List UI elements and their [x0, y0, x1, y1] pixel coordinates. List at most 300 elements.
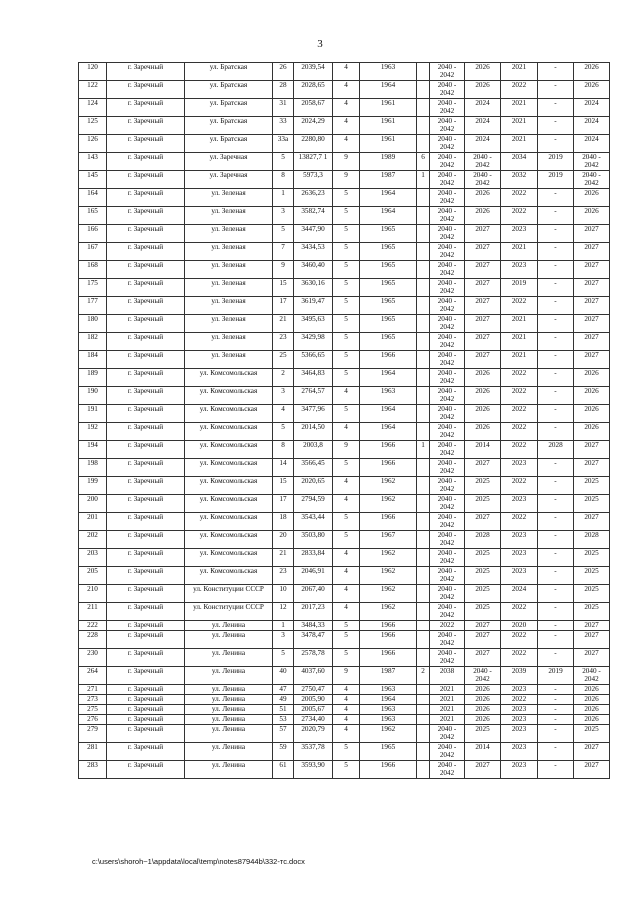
table-cell: 1962	[360, 725, 417, 743]
table-cell: 2026	[574, 189, 610, 207]
table-cell	[417, 387, 430, 405]
table-cell	[417, 567, 430, 585]
table-cell: 2040 - 2042	[574, 171, 610, 189]
table-cell: 175	[79, 279, 107, 297]
table-cell: г. Заречный	[107, 189, 185, 207]
table-cell: -	[538, 81, 574, 99]
table-cell: 1962	[360, 567, 417, 585]
table-cell: 2025	[465, 567, 501, 585]
table-cell: 2028,65	[294, 81, 333, 99]
table-cell: -	[538, 99, 574, 117]
table-cell: 10	[273, 585, 294, 603]
table-cell: 1964	[360, 369, 417, 387]
table-cell	[417, 225, 430, 243]
table-cell	[417, 369, 430, 387]
table-cell: 2026	[574, 387, 610, 405]
table-cell: 2040 - 2042	[430, 369, 465, 387]
table-cell: 5	[333, 261, 360, 279]
table-cell: 1964	[360, 405, 417, 423]
table-cell: 2023	[501, 743, 538, 761]
table-cell: 2023	[501, 495, 538, 513]
table-cell: 2027	[574, 649, 610, 667]
table-cell: 168	[79, 261, 107, 279]
table-cell: 2027	[465, 351, 501, 369]
table-cell: 9	[333, 667, 360, 685]
table-cell: 4	[333, 695, 360, 705]
table-cell: 1962	[360, 495, 417, 513]
table-cell: 1963	[360, 705, 417, 715]
table-cell: 2027	[465, 225, 501, 243]
table-cell: ул. Ленина	[185, 631, 273, 649]
table-cell: 2025	[465, 477, 501, 495]
table-cell: 25	[273, 351, 294, 369]
table-row	[79, 315, 610, 333]
table-cell: 14	[273, 459, 294, 477]
table-cell: 2027	[465, 649, 501, 667]
table-cell: 2026	[574, 81, 610, 99]
table-cell: 4	[333, 685, 360, 695]
table-cell: 2022	[501, 207, 538, 225]
table-cell: 2022	[501, 297, 538, 315]
table-cell: 1961	[360, 117, 417, 135]
table-cell: 2022	[501, 387, 538, 405]
table-cell: 1965	[360, 297, 417, 315]
table-cell: 2026	[465, 387, 501, 405]
table-cell: 2021	[501, 351, 538, 369]
table-cell: 2026	[574, 423, 610, 441]
table-cell: 2027	[465, 243, 501, 261]
table-cell: 28	[273, 81, 294, 99]
table-cell: 3630,16	[294, 279, 333, 297]
table-row	[79, 423, 610, 441]
table-cell: 182	[79, 333, 107, 351]
table-row	[79, 135, 610, 153]
table-row	[79, 279, 610, 297]
table-cell: 2025	[574, 585, 610, 603]
table-cell: 192	[79, 423, 107, 441]
table-cell: г. Заречный	[107, 549, 185, 567]
table-cell: г. Заречный	[107, 135, 185, 153]
table-cell: г. Заречный	[107, 351, 185, 369]
table-cell: 2024	[501, 585, 538, 603]
table-cell: 2022	[501, 405, 538, 423]
table-cell	[417, 99, 430, 117]
table-cell: г. Заречный	[107, 117, 185, 135]
table-cell: 9	[333, 153, 360, 171]
table-cell: г. Заречный	[107, 243, 185, 261]
table-cell: -	[538, 297, 574, 315]
table-cell: 2025	[574, 477, 610, 495]
table-cell: г. Заречный	[107, 567, 185, 585]
table-cell: 2027	[574, 351, 610, 369]
table-cell	[417, 297, 430, 315]
table-cell: 2024	[574, 135, 610, 153]
table-row	[79, 351, 610, 369]
table-cell	[417, 81, 430, 99]
table-cell: 2021	[501, 315, 538, 333]
table-cell: 4	[333, 585, 360, 603]
table-cell: -	[538, 63, 574, 81]
table-cell: ул. Зеленая	[185, 279, 273, 297]
table-cell: г. Заречный	[107, 99, 185, 117]
table-cell: 5	[333, 531, 360, 549]
table-cell: 2027	[465, 631, 501, 649]
table-cell: 1964	[360, 81, 417, 99]
table-cell: 275	[79, 705, 107, 715]
table-cell: 1966	[360, 761, 417, 779]
table-cell: 199	[79, 477, 107, 495]
table-cell: 2023	[501, 531, 538, 549]
table-cell: 5	[333, 243, 360, 261]
table-cell: 2026	[574, 207, 610, 225]
table-cell: г. Заречный	[107, 225, 185, 243]
table-cell: 2058,67	[294, 99, 333, 117]
table-cell: 2023	[501, 459, 538, 477]
table-cell: 2024	[465, 135, 501, 153]
table-cell: -	[538, 705, 574, 715]
table-cell: ул. Комсомольская	[185, 387, 273, 405]
table-cell: 5	[333, 513, 360, 531]
table-cell: ул. Комсомольская	[185, 423, 273, 441]
table-cell: 2024	[574, 99, 610, 117]
table-cell: 2022	[501, 695, 538, 705]
table-cell: 2	[273, 369, 294, 387]
table-cell: 5	[333, 369, 360, 387]
table-cell: -	[538, 631, 574, 649]
table-cell: 2026	[574, 695, 610, 705]
table-cell: 8	[273, 171, 294, 189]
table-cell: ул. Зеленая	[185, 225, 273, 243]
table-cell: 2026	[465, 369, 501, 387]
table-cell: ул. Ленина	[185, 667, 273, 685]
table-cell: ул. Зеленая	[185, 297, 273, 315]
table-cell	[417, 135, 430, 153]
table-cell: 2003,8	[294, 441, 333, 459]
table-cell: 2023	[501, 225, 538, 243]
table-cell: г. Заречный	[107, 81, 185, 99]
table-cell: 1965	[360, 743, 417, 761]
table-cell: 2019	[538, 667, 574, 685]
table-cell: 2026	[465, 705, 501, 715]
table-cell: 5	[333, 297, 360, 315]
table-cell: 2027	[465, 513, 501, 531]
table-cell: 2021	[430, 715, 465, 725]
table-cell: 2028	[465, 531, 501, 549]
document-path: c:\users\shoroh~1\appdata\local\temp\notes87944b\332-тс.docx	[92, 857, 305, 866]
table-cell: 4	[333, 567, 360, 585]
table-cell: 2039	[501, 667, 538, 685]
table-cell: ул. Комсомольская	[185, 441, 273, 459]
table-cell: 17	[273, 297, 294, 315]
table-cell: 2040 - 2042	[430, 495, 465, 513]
table-cell: 9	[273, 261, 294, 279]
table-cell: 4	[333, 715, 360, 725]
table-cell: 3478,47	[294, 631, 333, 649]
table-cell: 2040 - 2042	[430, 631, 465, 649]
table-row	[79, 531, 610, 549]
table-cell: 5	[333, 333, 360, 351]
table-cell: 3	[273, 207, 294, 225]
table-cell: 2040 - 2042	[430, 189, 465, 207]
table-row	[79, 261, 610, 279]
table-cell: 2022	[501, 369, 538, 387]
table-cell: ул. Зеленая	[185, 333, 273, 351]
table-cell: 5366,65	[294, 351, 333, 369]
table-cell: г. Заречный	[107, 695, 185, 705]
table-cell: 1963	[360, 715, 417, 725]
table-cell: 1964	[360, 189, 417, 207]
table-cell: 2027	[574, 761, 610, 779]
table-cell: 2025	[465, 585, 501, 603]
table-row	[79, 513, 610, 531]
table-cell: 2021	[501, 99, 538, 117]
table-cell: 2019	[538, 171, 574, 189]
table-cell: ул. Братская	[185, 117, 273, 135]
table-cell: 2025	[574, 725, 610, 743]
table-cell: 1961	[360, 99, 417, 117]
table-cell: 2026	[574, 715, 610, 725]
table-cell: 2040 - 2042	[430, 441, 465, 459]
table-cell: 202	[79, 531, 107, 549]
table-cell: 3537,78	[294, 743, 333, 761]
table-cell: -	[538, 715, 574, 725]
table-cell: 177	[79, 297, 107, 315]
table-cell	[417, 531, 430, 549]
table-cell: ул. Зеленая	[185, 351, 273, 369]
table-cell: 2040 - 2042	[430, 243, 465, 261]
table-cell: 2023	[501, 705, 538, 715]
table-cell: ул. Комсомольская	[185, 369, 273, 387]
table-cell: 59	[273, 743, 294, 761]
table-cell: 2027	[465, 621, 501, 631]
table-cell	[417, 351, 430, 369]
table-cell: 7	[273, 243, 294, 261]
table-cell: г. Заречный	[107, 207, 185, 225]
table-row	[79, 459, 610, 477]
table-cell: 2040 - 2042	[430, 81, 465, 99]
table-cell: г. Заречный	[107, 725, 185, 743]
table-cell: 2025	[465, 725, 501, 743]
table-cell: 205	[79, 567, 107, 585]
table-cell: 1963	[360, 63, 417, 81]
table-cell: ул. Комсомольская	[185, 495, 273, 513]
table-cell: 2764,57	[294, 387, 333, 405]
table-cell: ул. Конституции СССР	[185, 603, 273, 621]
table-cell: -	[538, 477, 574, 495]
table-cell: 57	[273, 725, 294, 743]
table-cell: 2020,65	[294, 477, 333, 495]
table-cell: -	[538, 603, 574, 621]
table-cell: 9	[333, 441, 360, 459]
table-cell: 2026	[465, 695, 501, 705]
table-cell: г. Заречный	[107, 459, 185, 477]
table-cell: 2021	[430, 685, 465, 695]
table-cell: г. Заречный	[107, 63, 185, 81]
table-cell: 3447,90	[294, 225, 333, 243]
table-cell: -	[538, 189, 574, 207]
table-cell: 17	[273, 495, 294, 513]
table-cell: 2040 - 2042	[430, 207, 465, 225]
table-cell	[417, 585, 430, 603]
table-row	[79, 207, 610, 225]
table-cell	[417, 603, 430, 621]
table-cell: г. Заречный	[107, 667, 185, 685]
table-cell: 2034	[501, 153, 538, 171]
table-cell: -	[538, 549, 574, 567]
table-cell	[417, 117, 430, 135]
table-row	[79, 81, 610, 99]
table-cell: 5	[333, 189, 360, 207]
table-cell: 1987	[360, 171, 417, 189]
table-row	[79, 603, 610, 621]
table-cell: -	[538, 685, 574, 695]
table-cell: ул. Ленина	[185, 725, 273, 743]
table-cell: 2040 - 2042	[430, 459, 465, 477]
table-cell	[417, 761, 430, 779]
table-cell: 2040 - 2042	[430, 351, 465, 369]
table-row	[79, 297, 610, 315]
table-row	[79, 761, 610, 779]
table-cell: -	[538, 567, 574, 585]
table-cell: 1966	[360, 441, 417, 459]
table-cell: 4	[333, 99, 360, 117]
table-cell: 2020,79	[294, 725, 333, 743]
table-cell: 3	[273, 631, 294, 649]
table-cell: 1	[417, 441, 430, 459]
table-cell: г. Заречный	[107, 441, 185, 459]
table-cell: 2040 - 2042	[430, 761, 465, 779]
table-cell: 2023	[501, 761, 538, 779]
table-cell: 4	[333, 705, 360, 715]
table-cell: г. Заречный	[107, 279, 185, 297]
table-cell: 2040 - 2042	[430, 725, 465, 743]
table-cell: 1965	[360, 225, 417, 243]
table-cell	[417, 695, 430, 705]
table-cell: -	[538, 117, 574, 135]
table-row	[79, 225, 610, 243]
table-cell: 2021	[501, 135, 538, 153]
table-cell	[417, 477, 430, 495]
table-cell: 2027	[465, 315, 501, 333]
table-cell: 15	[273, 477, 294, 495]
table-cell: 2040 - 2042	[430, 603, 465, 621]
table-cell: 3429,98	[294, 333, 333, 351]
table-cell: ул. Комсомольская	[185, 513, 273, 531]
table-cell	[417, 189, 430, 207]
table-cell: 2022	[501, 649, 538, 667]
table-cell: 1966	[360, 513, 417, 531]
table-cell: 2040 - 2042	[465, 153, 501, 171]
table-cell: 2026	[465, 81, 501, 99]
table-cell: г. Заречный	[107, 743, 185, 761]
table-cell: 2750,47	[294, 685, 333, 695]
table-cell: 2040 - 2042	[430, 513, 465, 531]
table-row	[79, 441, 610, 459]
table-cell: ул. Ленина	[185, 761, 273, 779]
table-cell: г. Заречный	[107, 631, 185, 649]
table-cell: 2026	[574, 369, 610, 387]
table-cell: 18	[273, 513, 294, 531]
table-row	[79, 171, 610, 189]
table-cell: 2022	[501, 631, 538, 649]
table-cell	[417, 549, 430, 567]
table-cell: 2578,78	[294, 649, 333, 667]
table-cell: 4	[333, 117, 360, 135]
table-cell: 2636,23	[294, 189, 333, 207]
table-cell: 5	[333, 761, 360, 779]
table-cell: 1966	[360, 631, 417, 649]
table-cell: г. Заречный	[107, 513, 185, 531]
table-cell: -	[538, 135, 574, 153]
table-cell: ул. Конституции СССР	[185, 585, 273, 603]
table-cell: 1963	[360, 387, 417, 405]
table-cell: 2014	[465, 743, 501, 761]
table-cell: 4	[333, 81, 360, 99]
table-cell: 2027	[465, 279, 501, 297]
table-cell	[417, 743, 430, 761]
table-cell: 2025	[465, 549, 501, 567]
table-cell: 5	[273, 649, 294, 667]
table-cell: 2028	[574, 531, 610, 549]
table-cell: -	[538, 369, 574, 387]
table-cell: г. Заречный	[107, 649, 185, 667]
table-cell: 3503,80	[294, 531, 333, 549]
table-cell: 2025	[574, 567, 610, 585]
table-row	[79, 99, 610, 117]
table-cell	[417, 423, 430, 441]
table-cell: г. Заречный	[107, 621, 185, 631]
table-cell: 5	[333, 631, 360, 649]
table-cell: ул. Зеленая	[185, 207, 273, 225]
table-row	[79, 695, 610, 705]
table-cell: 222	[79, 621, 107, 631]
table-cell	[417, 495, 430, 513]
table-cell: 200	[79, 495, 107, 513]
table-cell	[417, 685, 430, 695]
table-cell: 4037,60	[294, 667, 333, 685]
table-cell: 1964	[360, 695, 417, 705]
table-row	[79, 243, 610, 261]
table-cell: 2023	[501, 685, 538, 695]
table-cell: 2027	[465, 261, 501, 279]
table-cell	[417, 459, 430, 477]
table-cell: 1965	[360, 279, 417, 297]
table-cell: 5	[273, 423, 294, 441]
table-cell: ул. Зеленая	[185, 243, 273, 261]
table-cell: -	[538, 423, 574, 441]
table-cell: 2026	[574, 405, 610, 423]
table-cell: 2040 - 2042	[430, 63, 465, 81]
table-cell: ул. Комсомольская	[185, 549, 273, 567]
table-cell: 191	[79, 405, 107, 423]
table-cell: 4	[333, 495, 360, 513]
table-cell: 2014	[465, 441, 501, 459]
table-cell: ул. Комсомольская	[185, 567, 273, 585]
table-cell: г. Заречный	[107, 715, 185, 725]
table-cell: 3434,53	[294, 243, 333, 261]
table-cell: 5	[273, 225, 294, 243]
table-cell: 1966	[360, 351, 417, 369]
table-cell: 2040 - 2042	[430, 153, 465, 171]
table-row	[79, 649, 610, 667]
table-cell: 1962	[360, 549, 417, 567]
table-cell: 264	[79, 667, 107, 685]
table-cell: 126	[79, 135, 107, 153]
table-cell: 2040 - 2042	[574, 667, 610, 685]
table-cell: 1962	[360, 477, 417, 495]
table-cell: 47	[273, 685, 294, 695]
table-row	[79, 405, 610, 423]
